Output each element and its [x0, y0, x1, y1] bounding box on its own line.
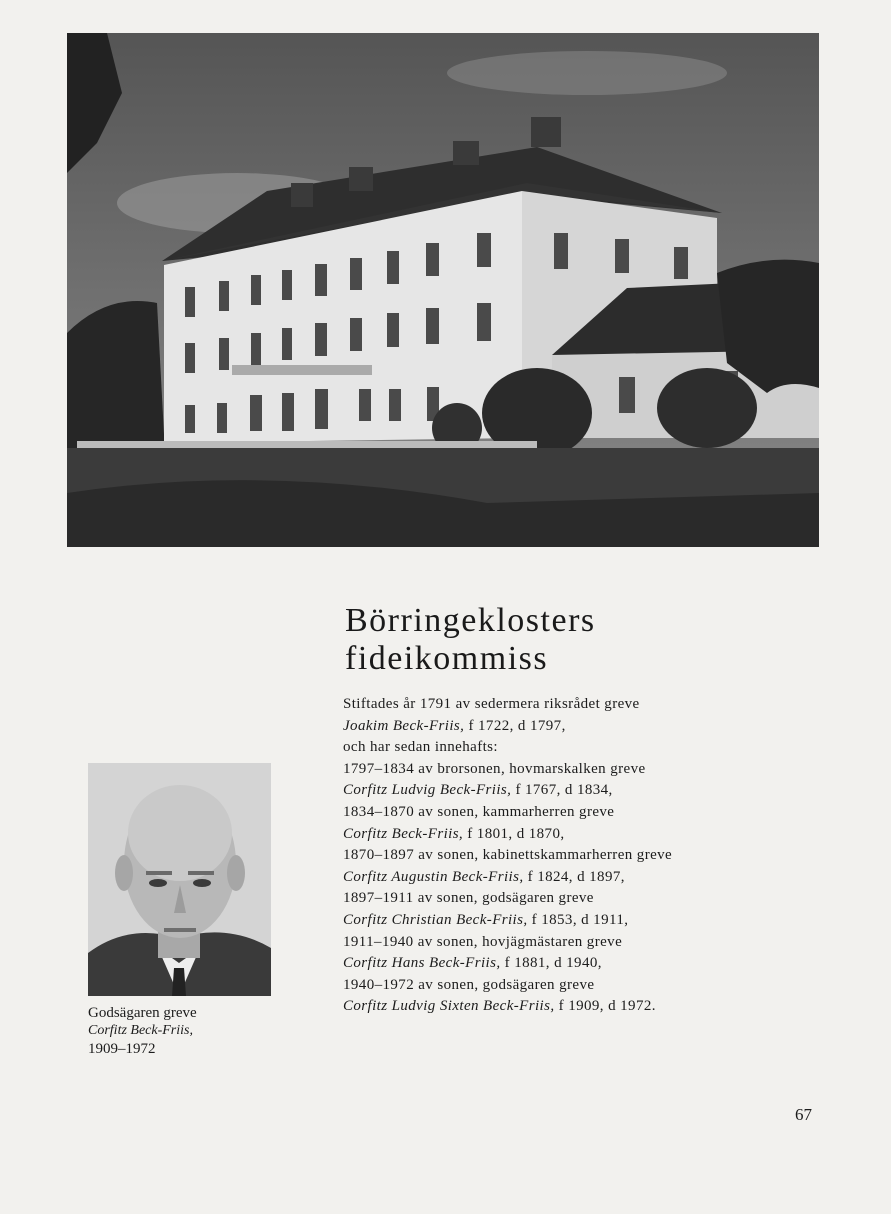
- page-title-line-1: Börringeklosters: [345, 602, 596, 639]
- portrait-photo: [88, 763, 271, 996]
- text-line: Corfitz Ludvig Sixten Beck-Friis, f 1909, d 1972.: [343, 998, 656, 1015]
- text-line: 1797–1834 av brorsonen, hovmarskalken greve: [343, 760, 646, 777]
- caption-years: 1909–1972: [88, 1041, 156, 1057]
- text-line: och har sedan innehafts:: [343, 739, 498, 756]
- text-line: Corfitz Hans Beck-Friis, f 1881, d 1940,: [343, 955, 602, 972]
- text-line: Corfitz Ludvig Beck-Friis, f 1767, d 1834,: [343, 782, 613, 799]
- text-line: Joakim Beck-Friis, f 1722, d 1797,: [343, 717, 566, 734]
- text-line: Stiftades år 1791 av sedermera riksrådet greve: [343, 696, 640, 712]
- portrait-caption: [88, 1004, 288, 1058]
- fideikommiss-history-text: [343, 694, 763, 1018]
- text-line: Corfitz Christian Beck-Friis, f 1853, d 1911,: [343, 911, 629, 928]
- text-line: Corfitz Beck-Friis, f 1801, d 1870,: [343, 825, 565, 842]
- page-number: 67: [795, 1105, 812, 1124]
- page-title: [345, 602, 765, 678]
- text-line: 1834–1870 av sonen, kammarherren greve: [343, 803, 615, 820]
- text-line: Corfitz Augustin Beck-Friis, f 1824, d 1897,: [343, 868, 625, 885]
- text-line: 1911–1940 av sonen, hovjägmästaren greve: [343, 933, 623, 950]
- page-title-line-2: fideikommiss: [345, 640, 549, 677]
- text-line: 1870–1897 av sonen, kabinettskammarherren greve: [343, 847, 673, 864]
- caption-name: Corfitz Beck-Friis,: [88, 1023, 193, 1038]
- text-line: 1897–1911 av sonen, godsägaren greve: [343, 890, 594, 907]
- manor-house-photo: [67, 33, 819, 547]
- text-line: 1940–1972 av sonen, godsägaren greve: [343, 976, 595, 993]
- caption-title: Godsägaren greve: [88, 1005, 197, 1021]
